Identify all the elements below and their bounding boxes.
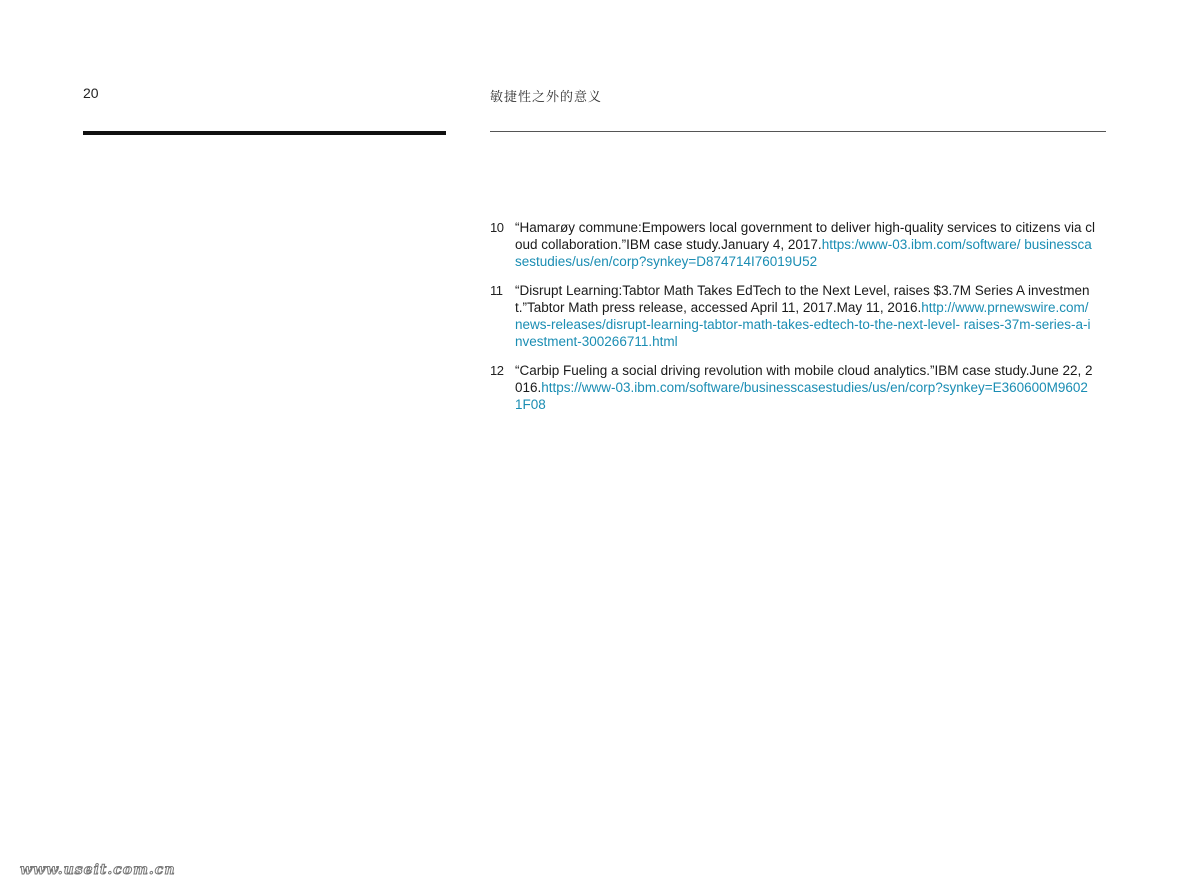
endnote [490, 282, 1095, 350]
endnote [490, 219, 1095, 270]
endnotes-list [490, 219, 1095, 425]
endnote-link[interactable]: https:/www-03.ibm.com/software/ businesscasestudies/us/en/corp?synkey=D874714I76019U52 [515, 237, 1092, 269]
endnote-number: 12 [490, 363, 504, 378]
endnote-body [515, 219, 1095, 270]
watermark: www.useit.com.cn [20, 862, 176, 878]
endnote-body [515, 362, 1095, 413]
endnote-text: “Disrupt Learning:Tabtor Math Takes EdTech to the Next Level, raises $3.7M Series A investment.”Tabtor Math press release, accessed April 11, 2017.May 11, 2016. [515, 283, 1090, 315]
right-rule [490, 131, 1106, 132]
left-rule [83, 131, 446, 135]
endnote-body [515, 282, 1095, 350]
endnote-number: 11 [490, 283, 503, 298]
endnote-text: “Carbip Fueling a social driving revolution with mobile cloud analytics.”IBM case study.June 22, 2016. [515, 363, 1093, 395]
endnote-number: 10 [490, 220, 504, 235]
endnote [490, 362, 1095, 413]
page-number: 20 [83, 85, 99, 101]
endnote-text: “Hamarøy commune:Empowers local government to deliver high-quality services to citizens via cloud collaboration.”IBM case study.January 4, 2017. [515, 220, 1095, 252]
endnote-link[interactable]: https://www-03.ibm.com/software/businesscasestudies/us/en/corp?synkey=E360600M96021F08 [515, 380, 1088, 412]
running-title: 敏捷性之外的意义 [490, 90, 603, 105]
endnote-link[interactable]: http://www.prnewswire.com/news-releases/disrupt-learning-tabtor-math-takes-edtech-to-the-next-level- raises-37m-series-a-investment-300266711.html [515, 300, 1091, 349]
